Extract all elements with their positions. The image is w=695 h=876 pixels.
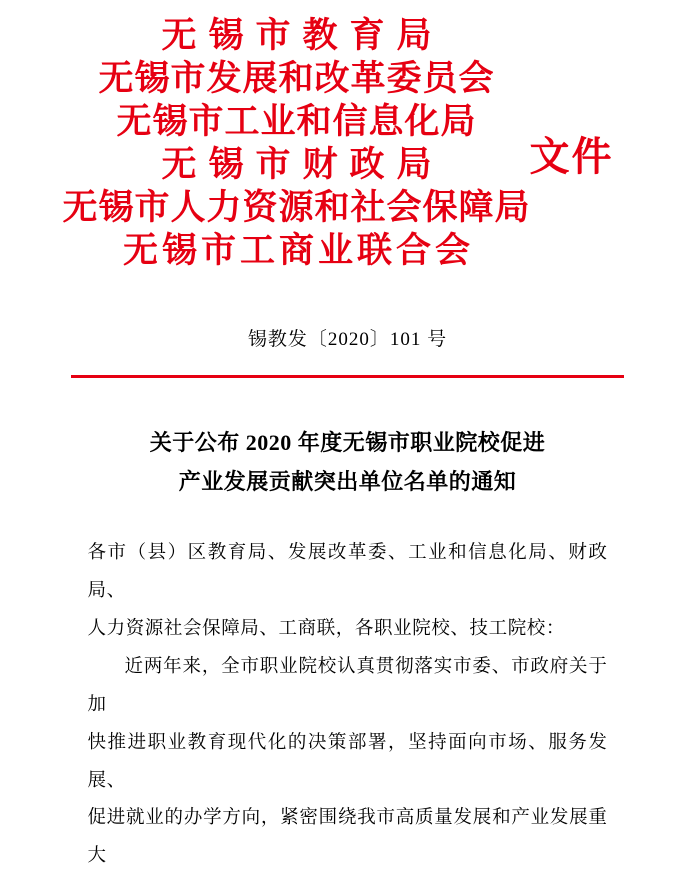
title-line-2: 产业发展贡献突出单位名单的通知 (178, 468, 517, 494)
agency-line-4: 无锡市财政局 (161, 145, 444, 184)
agency-line-1: 无锡市教育局 (161, 16, 444, 55)
agency-line-5: 无锡市人力资源和社会保障局 (62, 188, 531, 227)
paragraph-1-line-1: 近两年来，全市职业院校认真贯彻落实市委、市政府关于加 (87, 656, 608, 715)
agency-line-2: 无锡市发展和改革委员会 (98, 59, 495, 98)
paragraph-1-line-2: 快推进职业教育现代化的决策部署，坚持面向市场、服务发展、 (87, 732, 608, 791)
recipients-line-1: 各市（县）区教育局、发展改革委、工业和信息化局、财政局、 (87, 543, 608, 601)
document-word-label: 文件 (529, 133, 614, 179)
document-number: 锡教发〔2020〕101 号 (247, 329, 448, 350)
agency-line-3: 无锡市工业和信息化局 (116, 102, 477, 141)
title-line-1: 关于公布 2020 年度无锡市职业院校促进 (149, 430, 546, 455)
document-title (0, 424, 695, 501)
recipients-line-2: 人力资源社会保障局、工商联，各职业院校、技工院校： (87, 618, 566, 639)
paragraph-1-line-3: 促进就业的办学方向，紧密围绕我市高质量发展和产业发展重大 (87, 808, 608, 867)
agency-line-6: 无锡市工商业联合会 (122, 231, 474, 270)
letterhead (0, 0, 695, 272)
red-divider-rule (71, 375, 624, 378)
issuing-agencies (62, 14, 531, 272)
document-body (88, 535, 608, 876)
